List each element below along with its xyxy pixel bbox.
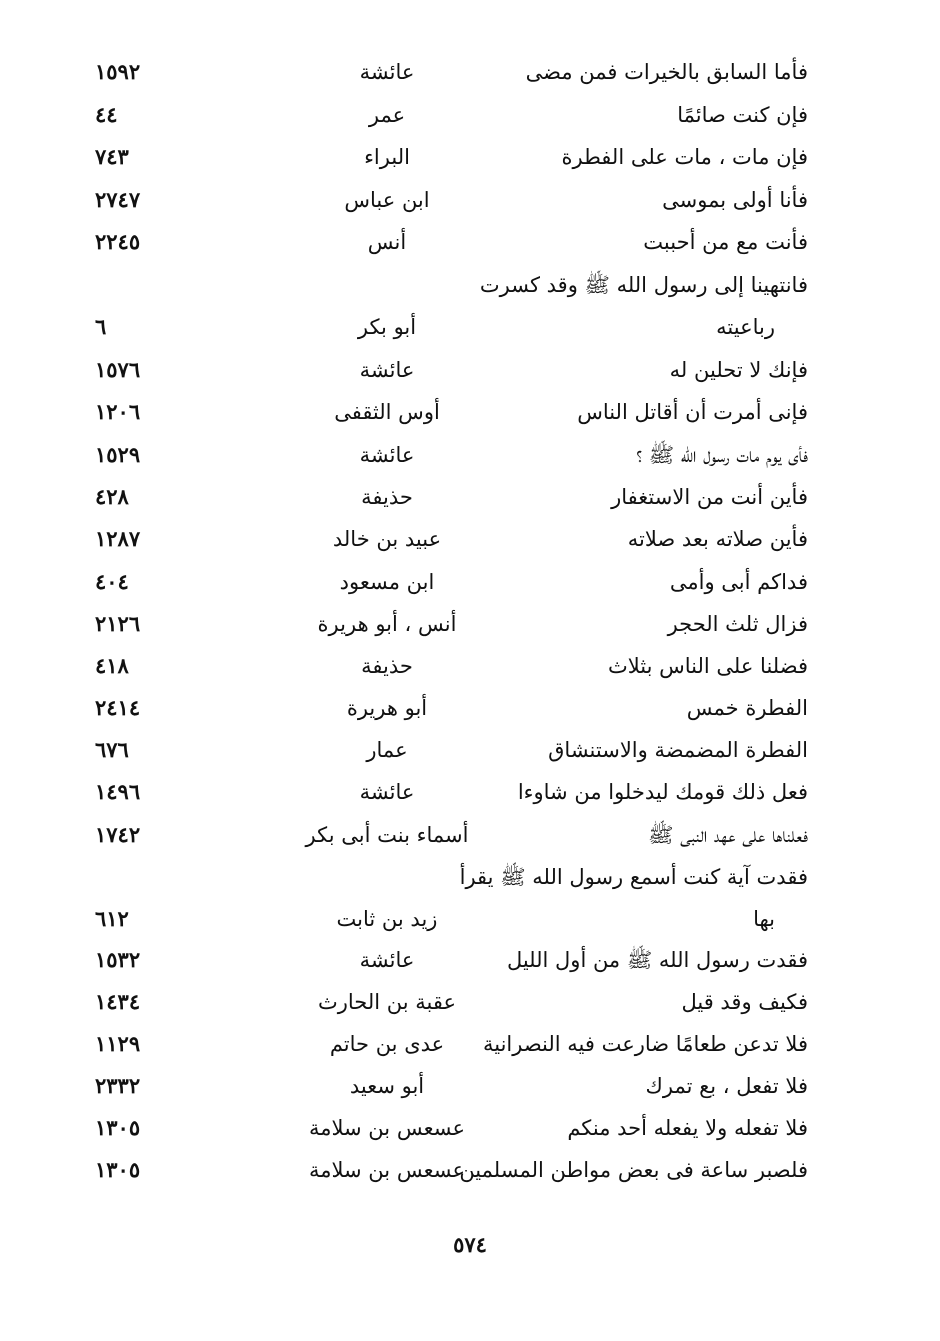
- index-entry: [0, 688, 940, 728]
- hadith-text: فلا تدعن طعامًا ضارعت فيه النصرانية: [482, 1032, 808, 1056]
- hadith-number: ١٥٢٩: [95, 442, 141, 467]
- hadith-text: الفطرة خمس: [686, 696, 808, 720]
- hadith-text: فقدت آية كنت أسمع رسول الله ﷺ يقرأ: [459, 865, 808, 889]
- hadith-number: ٢٣٣٢: [95, 1073, 141, 1098]
- narrator-name: أبو سعيد: [349, 1074, 425, 1098]
- narrator-name: ابن مسعود: [339, 570, 435, 594]
- narrator-name: عبيد بن خالد: [332, 527, 442, 551]
- hadith-number: ٤١٨: [95, 653, 129, 678]
- narrator-name: زيد بن ثابت: [336, 907, 438, 931]
- index-entry: [0, 265, 940, 305]
- hadith-number: ٢١٢٦: [95, 611, 141, 636]
- hadith-text: فداكم أبى وأمى: [669, 570, 808, 594]
- hadith-text: فلا تفعله ولا يفعله أحد منكم: [567, 1116, 808, 1140]
- hadith-text: فعل ذلك قومك ليدخلوا من شاوءا: [517, 780, 808, 804]
- hadith-number: ١١٢٩: [95, 1031, 141, 1056]
- index-entry: [0, 307, 940, 347]
- hadith-text: فإن مات ، مات على الفطرة: [561, 145, 808, 169]
- narrator-name: حذيفة: [361, 654, 413, 678]
- hadith-text: فانتهينا إلى رسول الله ﷺ وقد كسرت: [479, 273, 808, 297]
- index-entry: [0, 730, 940, 770]
- index-entry: [0, 646, 940, 686]
- hadith-number: ٦: [95, 314, 107, 339]
- hadith-text: فعلناها على عهد النبى ﷺ: [648, 823, 808, 847]
- index-entry: [0, 604, 940, 644]
- hadith-number: ٢٧٤٧: [95, 187, 141, 212]
- narrator-name: أنس ، أبو هريرة: [317, 612, 457, 636]
- index-entry: [0, 392, 940, 432]
- hadith-text: فضلنا على الناس بثلاث: [607, 654, 808, 678]
- hadith-text: فأنت مع من أحببت: [643, 230, 808, 254]
- hadith-number: ١٢٠٦: [95, 399, 141, 424]
- hadith-text: الفطرة المضمضة والاستنشاق: [548, 738, 808, 762]
- index-entry: [0, 899, 940, 939]
- hadith-number: ١٤٩٦: [95, 779, 141, 804]
- hadith-text: فقدت رسول الله ﷺ من أول الليل: [506, 948, 808, 972]
- narrator-name: عائشة: [359, 443, 415, 467]
- narrator-name: عدى بن حاتم: [329, 1032, 445, 1056]
- hadith-text: فزال ثلث الحجر: [667, 612, 808, 636]
- narrator-name: ابن عباس: [344, 188, 430, 212]
- hadith-number: ٧٤٣: [95, 144, 129, 169]
- index-entry: [0, 519, 940, 559]
- hadith-number: ٦١٢: [95, 906, 129, 931]
- narrator-name: عمر: [368, 103, 406, 127]
- index-entry: [0, 1108, 940, 1148]
- hadith-number: ١٧٤٢: [95, 822, 141, 847]
- narrator-name: أبو بكر: [357, 315, 417, 339]
- narrator-name: عمار: [366, 738, 408, 762]
- narrator-name: حذيفة: [361, 485, 413, 509]
- index-entry: [0, 1024, 940, 1064]
- hadith-text: فلا تفعل ، بع تمرك: [645, 1074, 808, 1098]
- hadith-number: ٢٤١٤: [95, 695, 141, 720]
- index-entry: [0, 222, 940, 262]
- hadith-text: فإن كنت صائمًا: [677, 103, 808, 127]
- index-entry: [0, 772, 940, 812]
- index-entry: [0, 95, 940, 135]
- hadith-number: ٤٤: [95, 102, 118, 127]
- index-entry: [0, 1066, 940, 1106]
- narrator-name: أنس: [367, 230, 407, 254]
- index-entry: [0, 180, 940, 220]
- page-number: ٥٧٤: [453, 1232, 487, 1257]
- index-entry: [0, 52, 940, 92]
- narrator-name: عائشة: [359, 358, 415, 382]
- hadith-text: رباعيته: [716, 315, 775, 339]
- hadith-number: ٤٠٤: [95, 569, 129, 594]
- hadith-number: ١٥٣٢: [95, 947, 141, 972]
- index-entry: [0, 562, 940, 602]
- narrator-name: أوس الثقفى: [334, 400, 440, 424]
- hadith-text: فأى يوم مات رسول الله ﷺ ؟: [636, 443, 808, 467]
- narrator-name: عسعس بن سلامة: [309, 1116, 465, 1140]
- hadith-number: ٤٢٨: [95, 484, 129, 509]
- hadith-text: فإنى أمرت أن أقاتل الناس: [577, 400, 808, 424]
- narrator-name: عائشة: [359, 780, 415, 804]
- narrator-name: عائشة: [359, 60, 415, 84]
- hadith-text: فأنا أولى بموسى: [662, 188, 808, 212]
- hadith-text: فأما السابق بالخيرات فمن مضى: [525, 60, 808, 84]
- hadith-number: ٢٢٤٥: [95, 229, 141, 254]
- index-entry: [0, 857, 940, 897]
- narrator-name: عقبة بن الحارث: [317, 990, 457, 1014]
- hadith-number: ٦٧٦: [95, 737, 129, 762]
- hadith-text: فكيف وقد قيل: [681, 990, 808, 1014]
- hadith-number: ١٢٨٧: [95, 526, 141, 551]
- hadith-text: فأين أنت من الاستغفار: [611, 485, 808, 509]
- hadith-number: ١٣٠٥: [95, 1115, 141, 1140]
- hadith-text: فأين صلاته بعد صلاته: [627, 527, 808, 551]
- narrator-name: أسماء بنت أبى بكر: [305, 823, 469, 847]
- hadith-number: ١٥٧٦: [95, 357, 141, 382]
- index-entry: [0, 477, 940, 517]
- hadith-number: ١٤٣٤: [95, 989, 141, 1014]
- narrator-name: أبو هريرة: [346, 696, 428, 720]
- hadith-text: بها: [753, 907, 775, 931]
- index-entry: [0, 350, 940, 390]
- hadith-number: ١٣٠٥: [95, 1157, 141, 1182]
- narrator-name: البراء: [364, 145, 410, 169]
- index-entry: [0, 435, 940, 475]
- narrator-name: عائشة: [359, 948, 415, 972]
- index-entry: [0, 940, 940, 980]
- hadith-text: فلصبر ساعة فى بعض مواطن المسلمين: [459, 1158, 808, 1182]
- hadith-text: فإنك لا تحلين له: [669, 358, 808, 382]
- hadith-number: ١٥٩٢: [95, 59, 141, 84]
- index-entry: [0, 982, 940, 1022]
- index-entry: [0, 1150, 940, 1190]
- narrator-name: عسعس بن سلامة: [309, 1158, 465, 1182]
- index-entry: [0, 137, 940, 177]
- index-entry: [0, 815, 940, 855]
